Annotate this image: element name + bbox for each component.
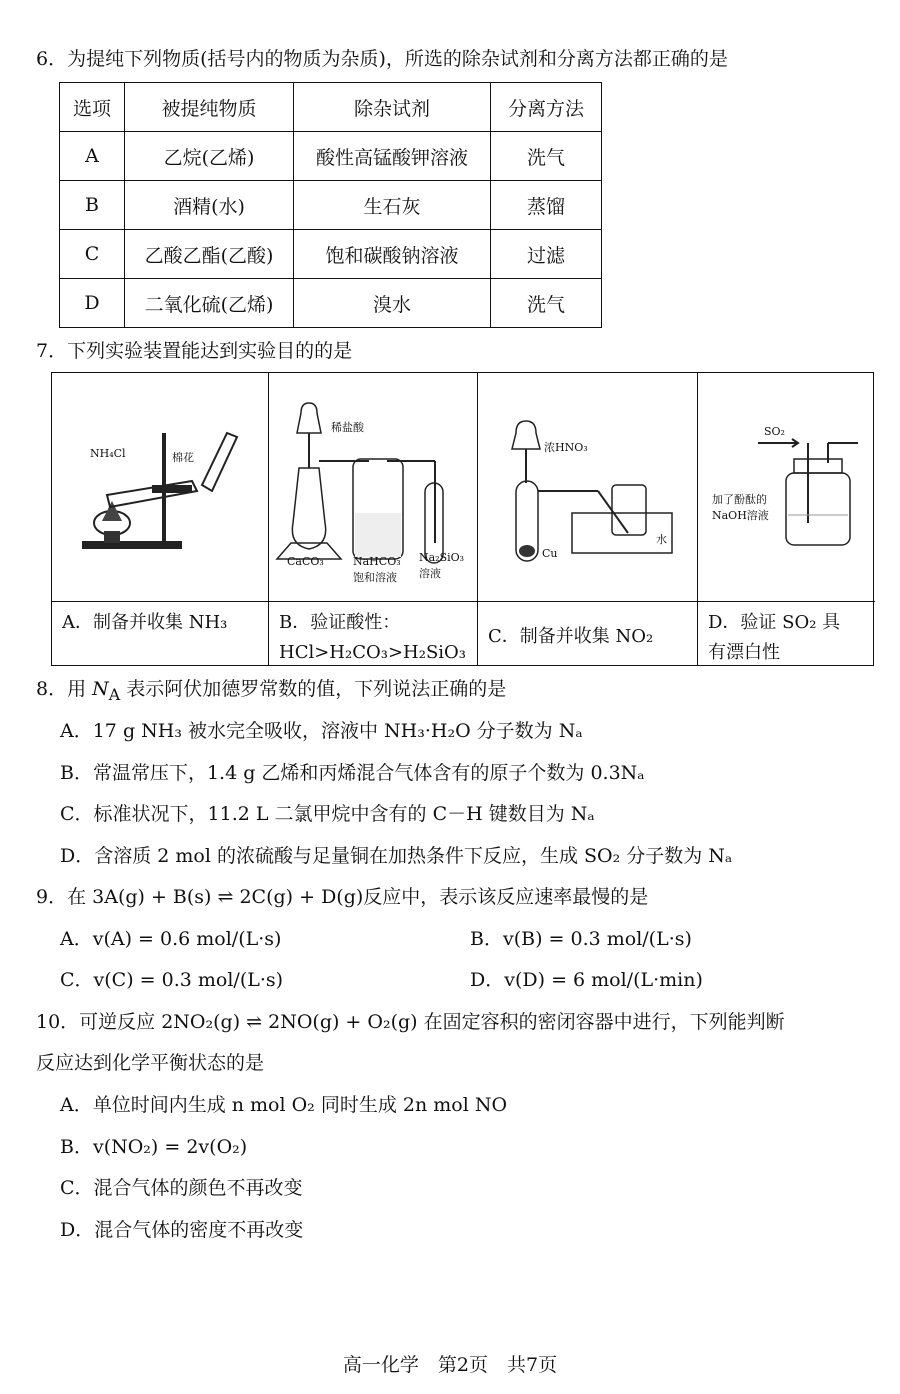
q9-stem: 9．在 3A(g) + B(s) ⇌ 2C(g) + D(g)反应中，表示该反应速率最慢的是 — [36, 886, 649, 908]
header-method: 分离方法 — [491, 83, 602, 132]
label-so2: SO₂ — [764, 425, 785, 438]
header-option: 选项 — [60, 83, 125, 132]
label-caco3: CaCO₃ — [287, 555, 324, 568]
label-na2sio3: Na₂SiO₃ — [419, 551, 465, 564]
label-conc-hno3: 浓HNO₃ — [544, 441, 588, 454]
q10-option-c: C．混合气体的颜色不再改变 — [60, 1177, 303, 1199]
apparatus-a — [52, 373, 269, 665]
caption-d: D．验证 SO₂ 具 有漂白性 — [698, 601, 875, 665]
table-header-row — [60, 83, 602, 132]
cell: A — [60, 132, 125, 181]
table-row — [60, 132, 602, 181]
q10-stem-line1: 10．可逆反应 2NO₂(g) ⇌ 2NO(g) + O₂(g) 在固定容积的密闭容器中进行，下列能判断 — [36, 1011, 785, 1033]
caption-b: B．验证酸性： HCl>H₂CO₃>H₂SiO₃ — [269, 601, 477, 665]
label-water: 水 — [656, 533, 667, 546]
cell: 二氧化硫(乙烯) — [125, 279, 294, 328]
apparatus-c — [478, 373, 698, 665]
q9-option-a: A．v(A) = 0.6 mol/(L·s) — [60, 928, 282, 950]
cell: 乙烷(乙烯) — [125, 132, 294, 181]
label-phenolphthalein: 加了酚酞的 — [712, 493, 767, 506]
q6-stem: 6．为提纯下列物质(括号内的物质为杂质)，所选的除杂试剂和分离方法都正确的是 — [36, 48, 728, 70]
header-reagent: 除杂试剂 — [294, 83, 491, 132]
apparatus-b — [269, 373, 478, 665]
cell: 溴水 — [294, 279, 491, 328]
cell: 酸性高锰酸钾溶液 — [294, 132, 491, 181]
q10-option-a: A．单位时间内生成 n mol O₂ 同时生成 2n mol NO — [60, 1094, 508, 1116]
cell: 洗气 — [491, 132, 602, 181]
so2-bottle-drawing — [698, 373, 875, 601]
q9-option-d: D．v(D) = 6 mol/(L·min) — [470, 969, 703, 991]
q8-option-a: A．17 g NH₃ 被水完全吸收，溶液中 NH₃·H₂O 分子数为 Nₐ — [60, 720, 583, 742]
caption-a: A．制备并收集 NH₃ — [52, 601, 268, 665]
q7-stem: 7．下列实验装置能达到实验目的的是 — [36, 340, 353, 362]
q10-option-d: D．混合气体的密度不再改变 — [60, 1219, 304, 1241]
cell: B — [60, 181, 125, 230]
label-saturated: 饱和溶液 — [353, 571, 397, 584]
q9-option-b: B．v(B) = 0.3 mol/(L·s) — [470, 928, 692, 950]
cell: 乙酸乙酯(乙酸) — [125, 230, 294, 279]
q10-option-b: B．v(NO₂) = 2v(O₂) — [60, 1136, 248, 1158]
header-substance: 被提纯物质 — [125, 83, 294, 132]
cell: 饱和碳酸钠溶液 — [294, 230, 491, 279]
label-naoh: NaOH溶液 — [712, 509, 769, 522]
q8-option-d: D．含溶质 2 mol 的浓硫酸与足量铜在加热条件下反应，生成 SO₂ 分子数为 Nₐ — [60, 845, 733, 867]
nh3-apparatus-drawing — [52, 373, 269, 601]
cell: D — [60, 279, 125, 328]
q8-stem: 8．用 $N_A$ 表示阿伏加德罗常数的值，下列说法正确的是 — [36, 678, 507, 704]
cell: 过滤 — [491, 230, 602, 279]
table-row — [60, 279, 602, 328]
label-cotton: 棉花 — [172, 451, 194, 464]
table-row — [60, 181, 602, 230]
q10-stem-line2: 反应达到化学平衡状态的是 — [36, 1052, 265, 1074]
apparatus-d — [698, 373, 875, 665]
cell: 生石灰 — [294, 181, 491, 230]
label-nh4cl: NH₄Cl — [90, 447, 126, 460]
label-dilute-hcl: 稀盐酸 — [331, 421, 364, 434]
q6-table — [59, 82, 602, 328]
cell: 酒精(水) — [125, 181, 294, 230]
q8-option-c: C．标准状况下，11.2 L 二氯甲烷中含有的 C－H 键数目为 Nₐ — [60, 803, 595, 825]
table-row — [60, 230, 602, 279]
label-nahco3: NaHCO₃ — [353, 555, 401, 568]
cell: 蒸馏 — [491, 181, 602, 230]
q7-figure — [51, 372, 874, 666]
q8-option-b: B．常温常压下，1.4 g 乙烯和丙烯混合气体含有的原子个数为 0.3Nₐ — [60, 762, 645, 784]
page-footer: 高一化学 第2页 共7页 — [342, 1354, 558, 1376]
cell: 洗气 — [491, 279, 602, 328]
q9-option-c: C．v(C) = 0.3 mol/(L·s) — [60, 969, 284, 991]
label-cu: Cu — [542, 547, 558, 560]
no2-apparatus-drawing — [478, 373, 698, 601]
label-solution: 溶液 — [419, 567, 441, 580]
caption-c: C．制备并收集 NO₂ — [478, 601, 697, 665]
cell: C — [60, 230, 125, 279]
